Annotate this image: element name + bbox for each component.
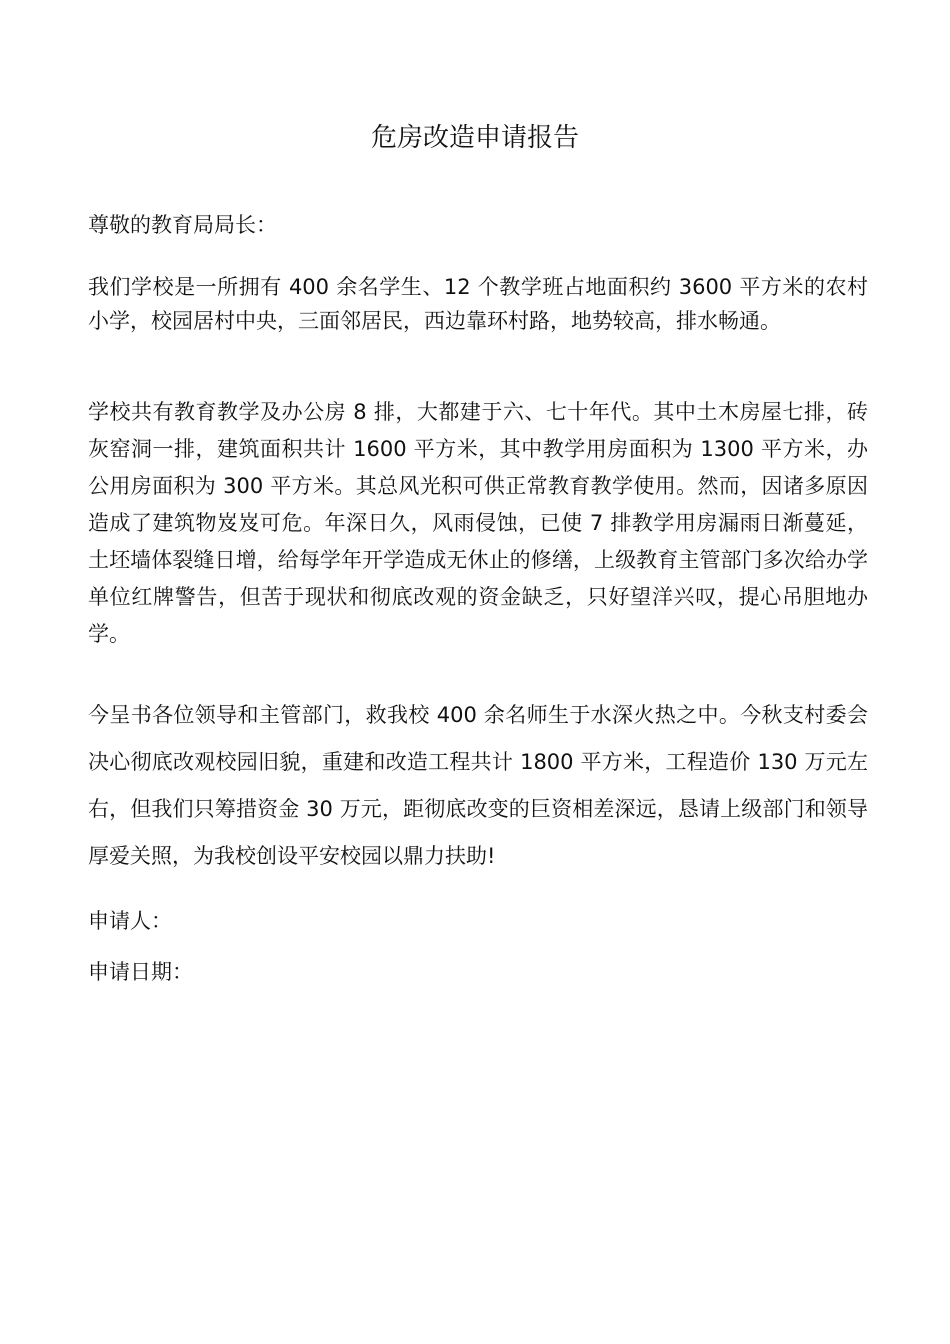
paragraph-building-condition: 学校共有教育教学及办公房 8 排，大都建于六、七十年代。其中土木房屋七排，砖灰窑洞一排，建筑面积共计 1600 平方米，其中教学用房面积为 1300 平方米，办公用房面积为 300 平方米。其总风光积可供正常教育教学使用。然而，因诸多原因造成了建筑物岌岌可危。年深日久，风雨侵蚀，已使 7 排教学用房漏雨日渐蔓延，土坯墙体裂缝日增，给每学年开学造成无休止的修缮，上级教育主管部门多次给办学单位红牌警告，但苦于现状和彻底改观的资金缺乏，只好望洋兴叹，提心吊胆地办学。	[88, 400, 868, 646]
applicant-label: 申请人：	[88, 909, 172, 933]
document-title: 危房改造申请报告	[370, 123, 579, 153]
paragraph-funding-request: 今呈书各位领导和主管部门，救我校 400 余名师生于水深火热之中。今秋支村委会决心彻底改观校园旧貌，重建和改造工程共计 1800 平方米，工程造价 130 万元左右，但我们只筹措资金 30 万元，距彻底改变的巨资相差深远，恳请上级部门和领导厚爱关照，为我校创设平安校园以鼎力扶助!	[88, 703, 868, 868]
application-date-label: 申请日期：	[88, 960, 193, 984]
salutation: 尊敬的教育局局长：	[88, 213, 277, 237]
paragraph-school-overview: 我们学校是一所拥有 400 余名学生、12 个教学班占地面积约 3600 平方米的农村小学，校园居村中央，三面邻居民，西边靠环村路，地势较高，排水畅通。	[88, 275, 868, 333]
